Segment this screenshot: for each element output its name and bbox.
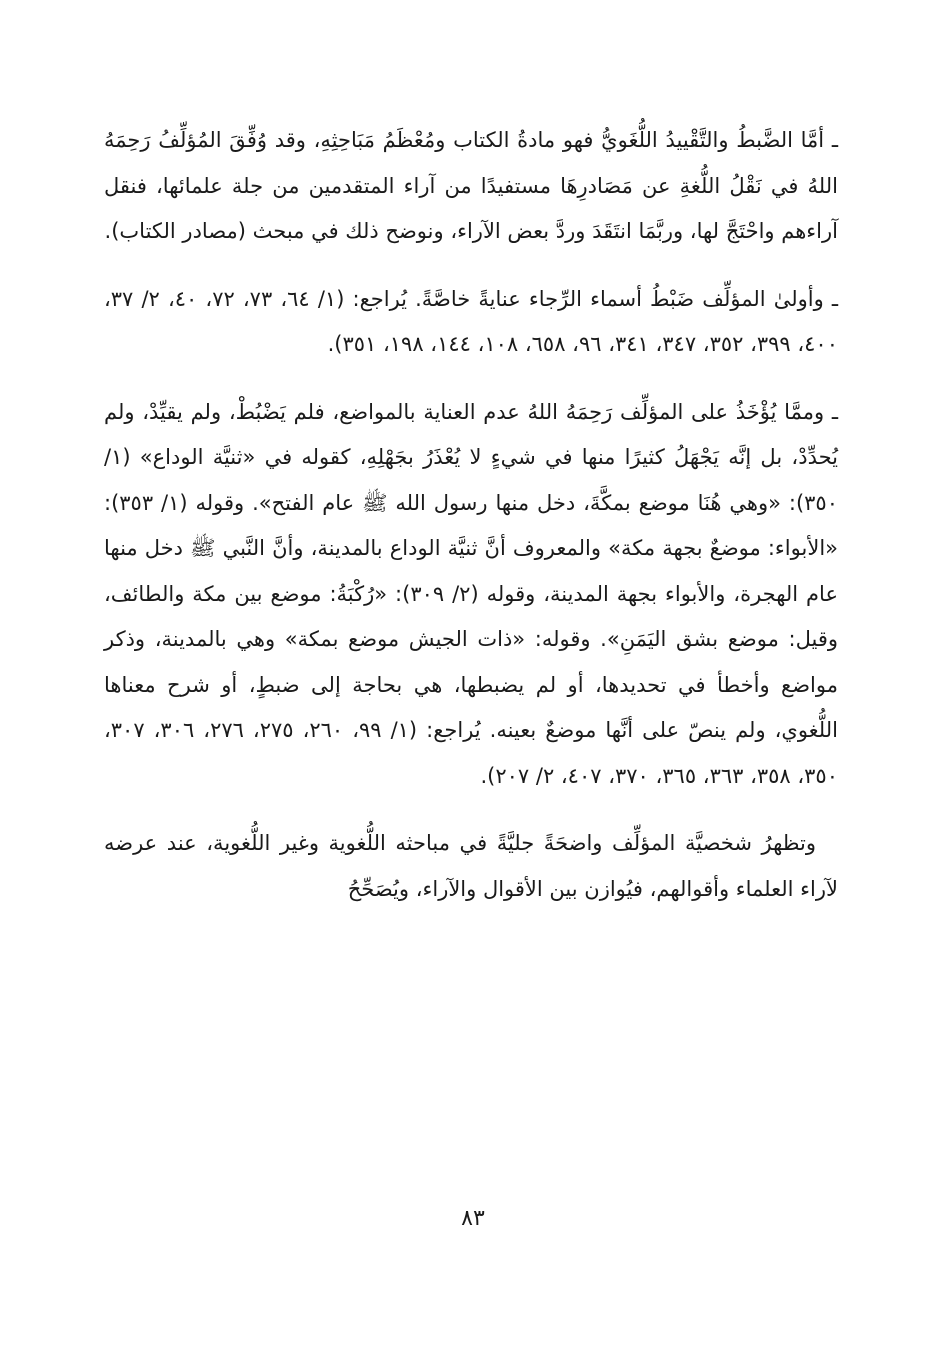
paragraph-narrator-names: ـ وأولىٰ المؤلِّف ضَبْطُ أسماء الرِّجاء عنايةً خاصَّةً. يُراجع: (١/ ٦٤، ٧٣، ٧٢، ٤٠، ٢/ ٣٧، ٤٠٠، ٣٩٩، ٣٥٢، ٣٤٧، ٣٤١، ٩٦، ٦٥٨، ١٠٨، ١٤٤، ١٩٨، ٣٥١). (104, 286, 839, 356)
paragraph-linguistic-control: ـ أمَّا الضَّبطُ والتَّقْييدُ اللُّغَويُّ فهو مادةُ الكتاب ومُعْظَمُ مَبَاحِثِهِ، وقد وُفِّقَ المُؤلِّفُ رَحِمَهُ اللهُ في نَقْلُ اللُّغةِ عن مَصَادرِهَا مستفيدًا من آراء المتقدمين من جلة علمائها، فنقل آراءهم واحْتَجَّ لها، وربَّمَا انتَقَدَ وردَّ بعض الآراء، ونوضح ذلك في مبحث (مصادر الكتاب). (104, 128, 838, 243)
page-number: ٨٣ (461, 1206, 485, 1231)
paragraph-places-criticism: ـ وممَّا يُؤْخَذُ على المؤلِّف رَحِمَهُ اللهُ عدم العناية بالمواضع، فلم يَضْبُطْ، ولم يقيِّدْ، ولم يُحدِّدْ، بل إنَّه يَجْهَلُ كثيرًا منها في شيءٍ لا يُعْذَرُ بجَهْلِهِ، كقوله في «ثنيَّة الوداع» (١/ ٣٥٠): «وهي هُنَا موضع بمكَّةَ، دخل منها رسول الله ﷺ عام الفتح». وقوله (١/ ٣٥٣): «الأبواء: موضعٌ بجهة مكة» والمعروف أنَّ ثنيَّة الوداع بالمدينة، وأنَّ النَّبي ﷺ دخل منها عام الهجرة، والأبواء بجهة المدينة، وقوله (٢/ ٣٠٩): «رُكْبَةُ: موضع بين مكة والطائف، وقيل: موضع بشق اليَمَنِ». وقوله: «ذات الجيش موضع بمكة» وهي بالمدينة، وذكر مواضع وأخطأ في تحديدها، أو لم يضبطها، هي بحاجة إلى ضبطٍ، أو شرح معناها اللُّغوي، ولم ينصّ على أنَّها موضعٌ بعينه. يُراجع: (١/ ٩٩، ٢٦٠، ٢٧٥، ٢٧٦، ٣٠٦، ٣٠٧، ٣٥٠، ٣٥٨، ٣٦٣، ٣٦٥، ٣٧٠، ٤٠٧، ٢/ ٢٠٧). (104, 399, 838, 788)
page-body (104, 118, 838, 934)
paragraph-author-personality: وتظهرُ شخصيَّة المؤلِّف واضحَةً جليَّةً في مباحثه اللُّغوية وغير اللُّغوية، عند عرضه لآراء العلماء وأقوالهم، فيُوازن بين الأقوال والآراء، ويُصَحِّحُ (104, 831, 838, 901)
